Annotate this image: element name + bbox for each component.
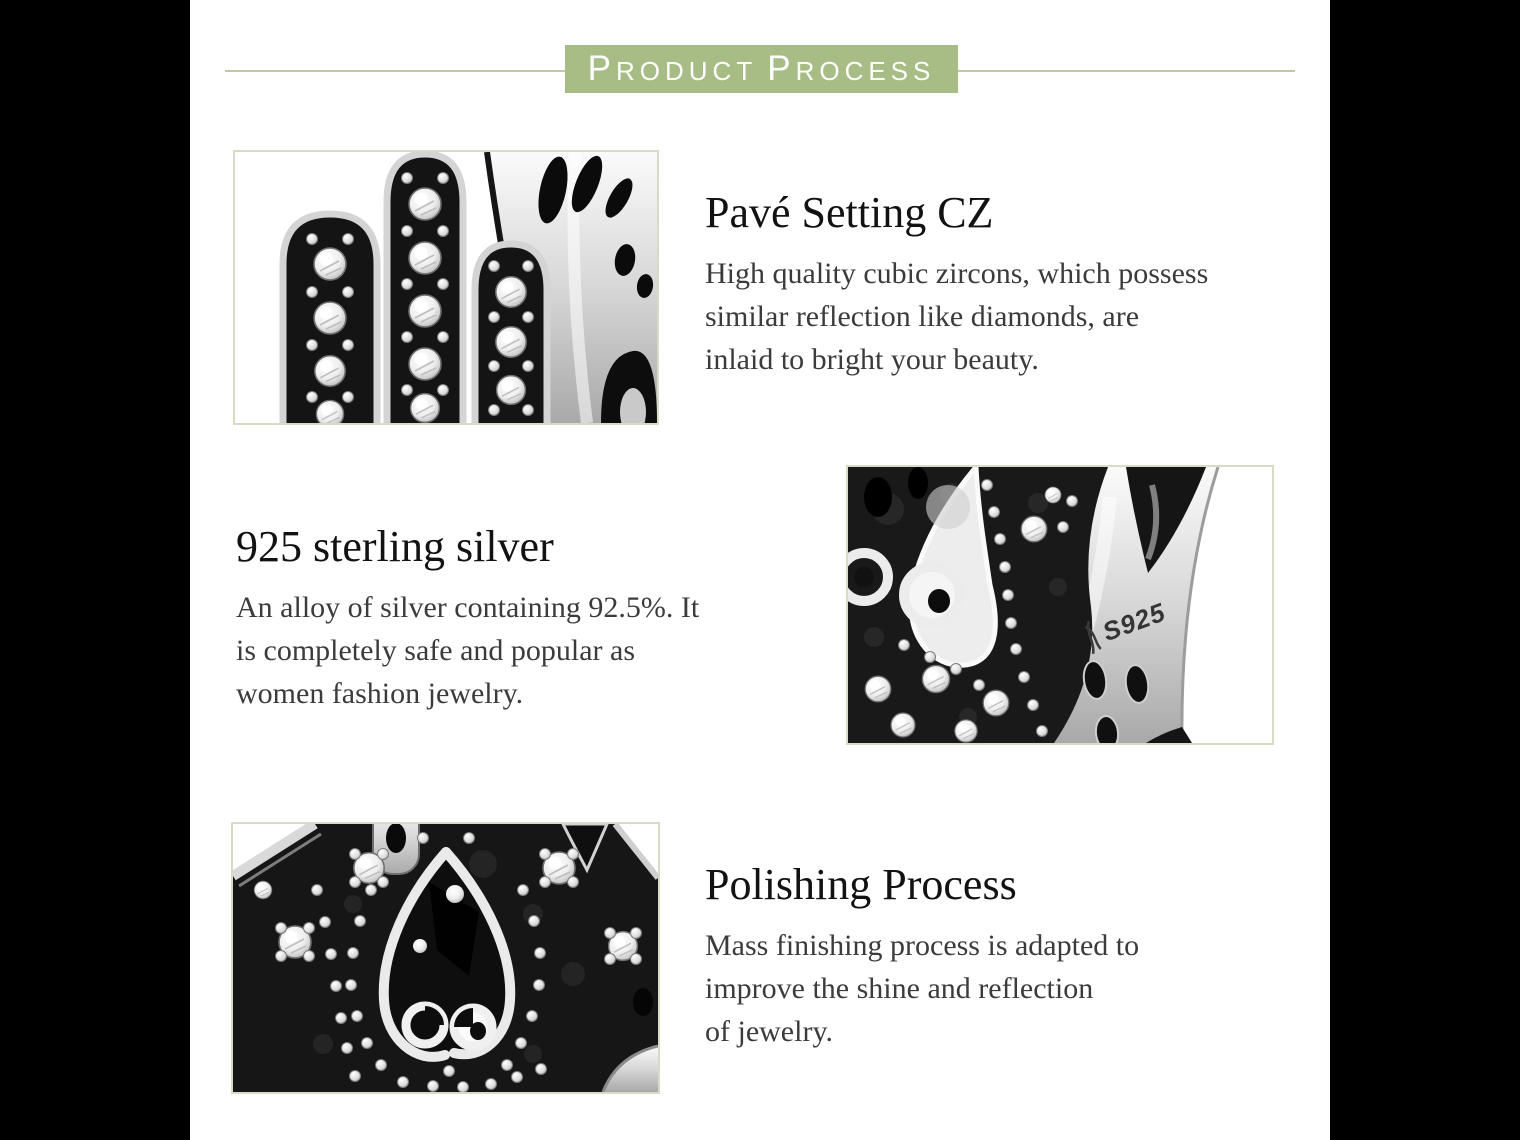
pave-setting-text — [705, 186, 1208, 381]
banner-word: P RODUCT — [587, 49, 758, 88]
body-line: of jewelry. — [705, 1015, 833, 1048]
section-heading: 925 sterling silver — [236, 522, 554, 571]
sterling-silver-text — [236, 520, 699, 715]
body-line: is completely safe and popular as — [236, 634, 636, 667]
body-line: High quality cubic zircons, which possess — [705, 257, 1209, 290]
polishing-text — [705, 858, 1139, 1053]
s925-stamp-photo — [846, 465, 1274, 745]
section-heading: Pavé Setting CZ — [705, 188, 994, 237]
body-line: women fashion jewelry. — [236, 677, 524, 710]
body-line: improve the shine and reflection — [705, 972, 1094, 1005]
content-panel — [190, 0, 1330, 1140]
body-line: Mass finishing process is adapted to — [705, 929, 1140, 962]
polishing-photo — [231, 822, 660, 1094]
body-line: An alloy of silver containing 92.5%. It — [236, 591, 700, 624]
pave-setting-photo — [233, 150, 659, 425]
stamp-text: S925 — [1098, 596, 1170, 648]
s925-stamp-illustration — [848, 467, 1272, 743]
banner-word: P ROCESS — [767, 49, 936, 88]
product-process-banner — [565, 45, 958, 93]
pave-setting-illustration — [235, 152, 657, 423]
section-heading: Polishing Process — [705, 860, 1017, 909]
hamsa-charm-illustration — [233, 824, 658, 1092]
body-line: inlaid to bright your beauty. — [705, 343, 1039, 376]
body-line: similar reflection like diamonds, are — [705, 300, 1140, 333]
